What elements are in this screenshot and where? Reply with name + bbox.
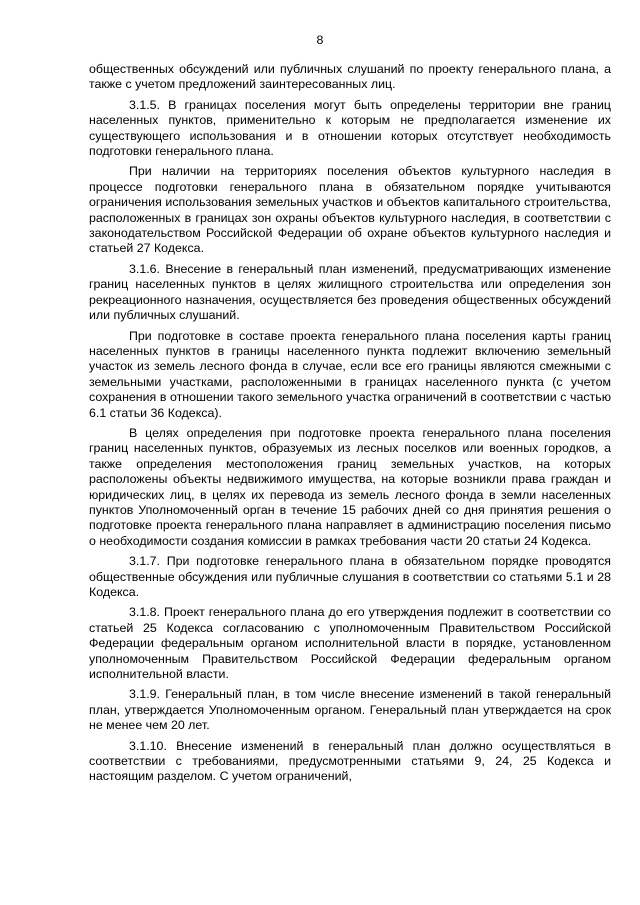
paragraph-3-1-9: 3.1.9. Генеральный план, в том числе внесение изменений в такой генеральный план, утверждается Уполномоченным органом. Генеральный план утверждается на срок не менее чем 20 лет. bbox=[89, 687, 611, 733]
page-number: 8 bbox=[316, 33, 324, 47]
paragraph-3-1-8: 3.1.8. Проект генерального плана до его утверждения подлежит в соответствии со статьей 25 Кодекса согласованию с уполномоченным Правительством Российской Федерации федеральным органом исполнительной власти в порядке, установленном уполномоченным Правительством Российской Федерации федеральным органом исполнительной власти. bbox=[89, 605, 611, 682]
paragraph-3-1-7: 3.1.7. При подготовке генерального плана в обязательном порядке проводятся общественные обсуждения или публичные слушания в соответствии со статьями 5.1 и 28 Кодекса. bbox=[89, 554, 611, 599]
paragraph-3-1-5: 3.1.5. В границах поселения могут быть определены территории вне границ населенных пунктов, применительно к которым не предполагается изменение их существующего использования и в отношении которых отсутствует необходимость подготовки генерального плана. bbox=[89, 97, 611, 159]
paragraph-settlement-borders: В целях определения при подготовке проекта генерального плана поселения границ населенных пунктов, образуемых из лесных поселков или военных городков, а также определения местоположения границ земельных участков, на которых расположены объекты недвижимого имущества, на которые возникли права граждан и юридических лиц, в целях их перевода из земель лесного фонда в земли населенных пунктов Уполномоченный орган в течение 15 рабочих дней со дня принятия решения о подготовке проекта генерального плана направляет в администрацию поселения письмо о необходимости создания комиссии в рамках требования части 20 статьи 24 Кодекса. bbox=[89, 425, 611, 548]
paragraph-3-1-10: 3.1.10. Внесение изменений в генеральный план должно осуществляться в соответствии с требованиями, предусмотренными статьями 9, 24, 25 Кодекса и настоящим разделом. С учетом ограничений, bbox=[89, 738, 611, 784]
paragraph-3-1-6: 3.1.6. Внесение в генеральный план изменений, предусматривающих изменение границ населенных пунктов в целях жилищного строительства или определения зон рекреационного назначения, осуществляется без проведения общественных обсуждений или публичных слушаний. bbox=[89, 261, 611, 323]
paragraph-forest-fund: При подготовке в составе проекта генерального плана поселения карты границ населенных пунктов в границы населенного пункта подлежит включению земельный участок из земель лесного фонда в случае, если все его границы являются смежными с земельными участками, расположенными в границах населенного пункта (с учетом сохранения в отношении такого земельного участка ограничений в соответствии с частью 6.1 статьи 36 Кодекса). bbox=[89, 328, 611, 420]
document-body bbox=[89, 62, 611, 785]
paragraph-cultural-heritage: При наличии на территориях поселения объектов культурного наследия в процессе подготовки генерального плана в обязательном порядке учитываются ограничения использования земельных участков и объектов капитального строительства, расположенных в границах зон охраны объектов культурного наследия, в соответствии с законодательством Российской Федерации об охране объектов культурного наследия и статьей 27 Кодекса. bbox=[89, 164, 611, 256]
paragraph-continuation: общественных обсуждений или публичных слушаний по проекту генерального плана, а также с учетом предложений заинтересованных лиц. bbox=[89, 62, 611, 92]
